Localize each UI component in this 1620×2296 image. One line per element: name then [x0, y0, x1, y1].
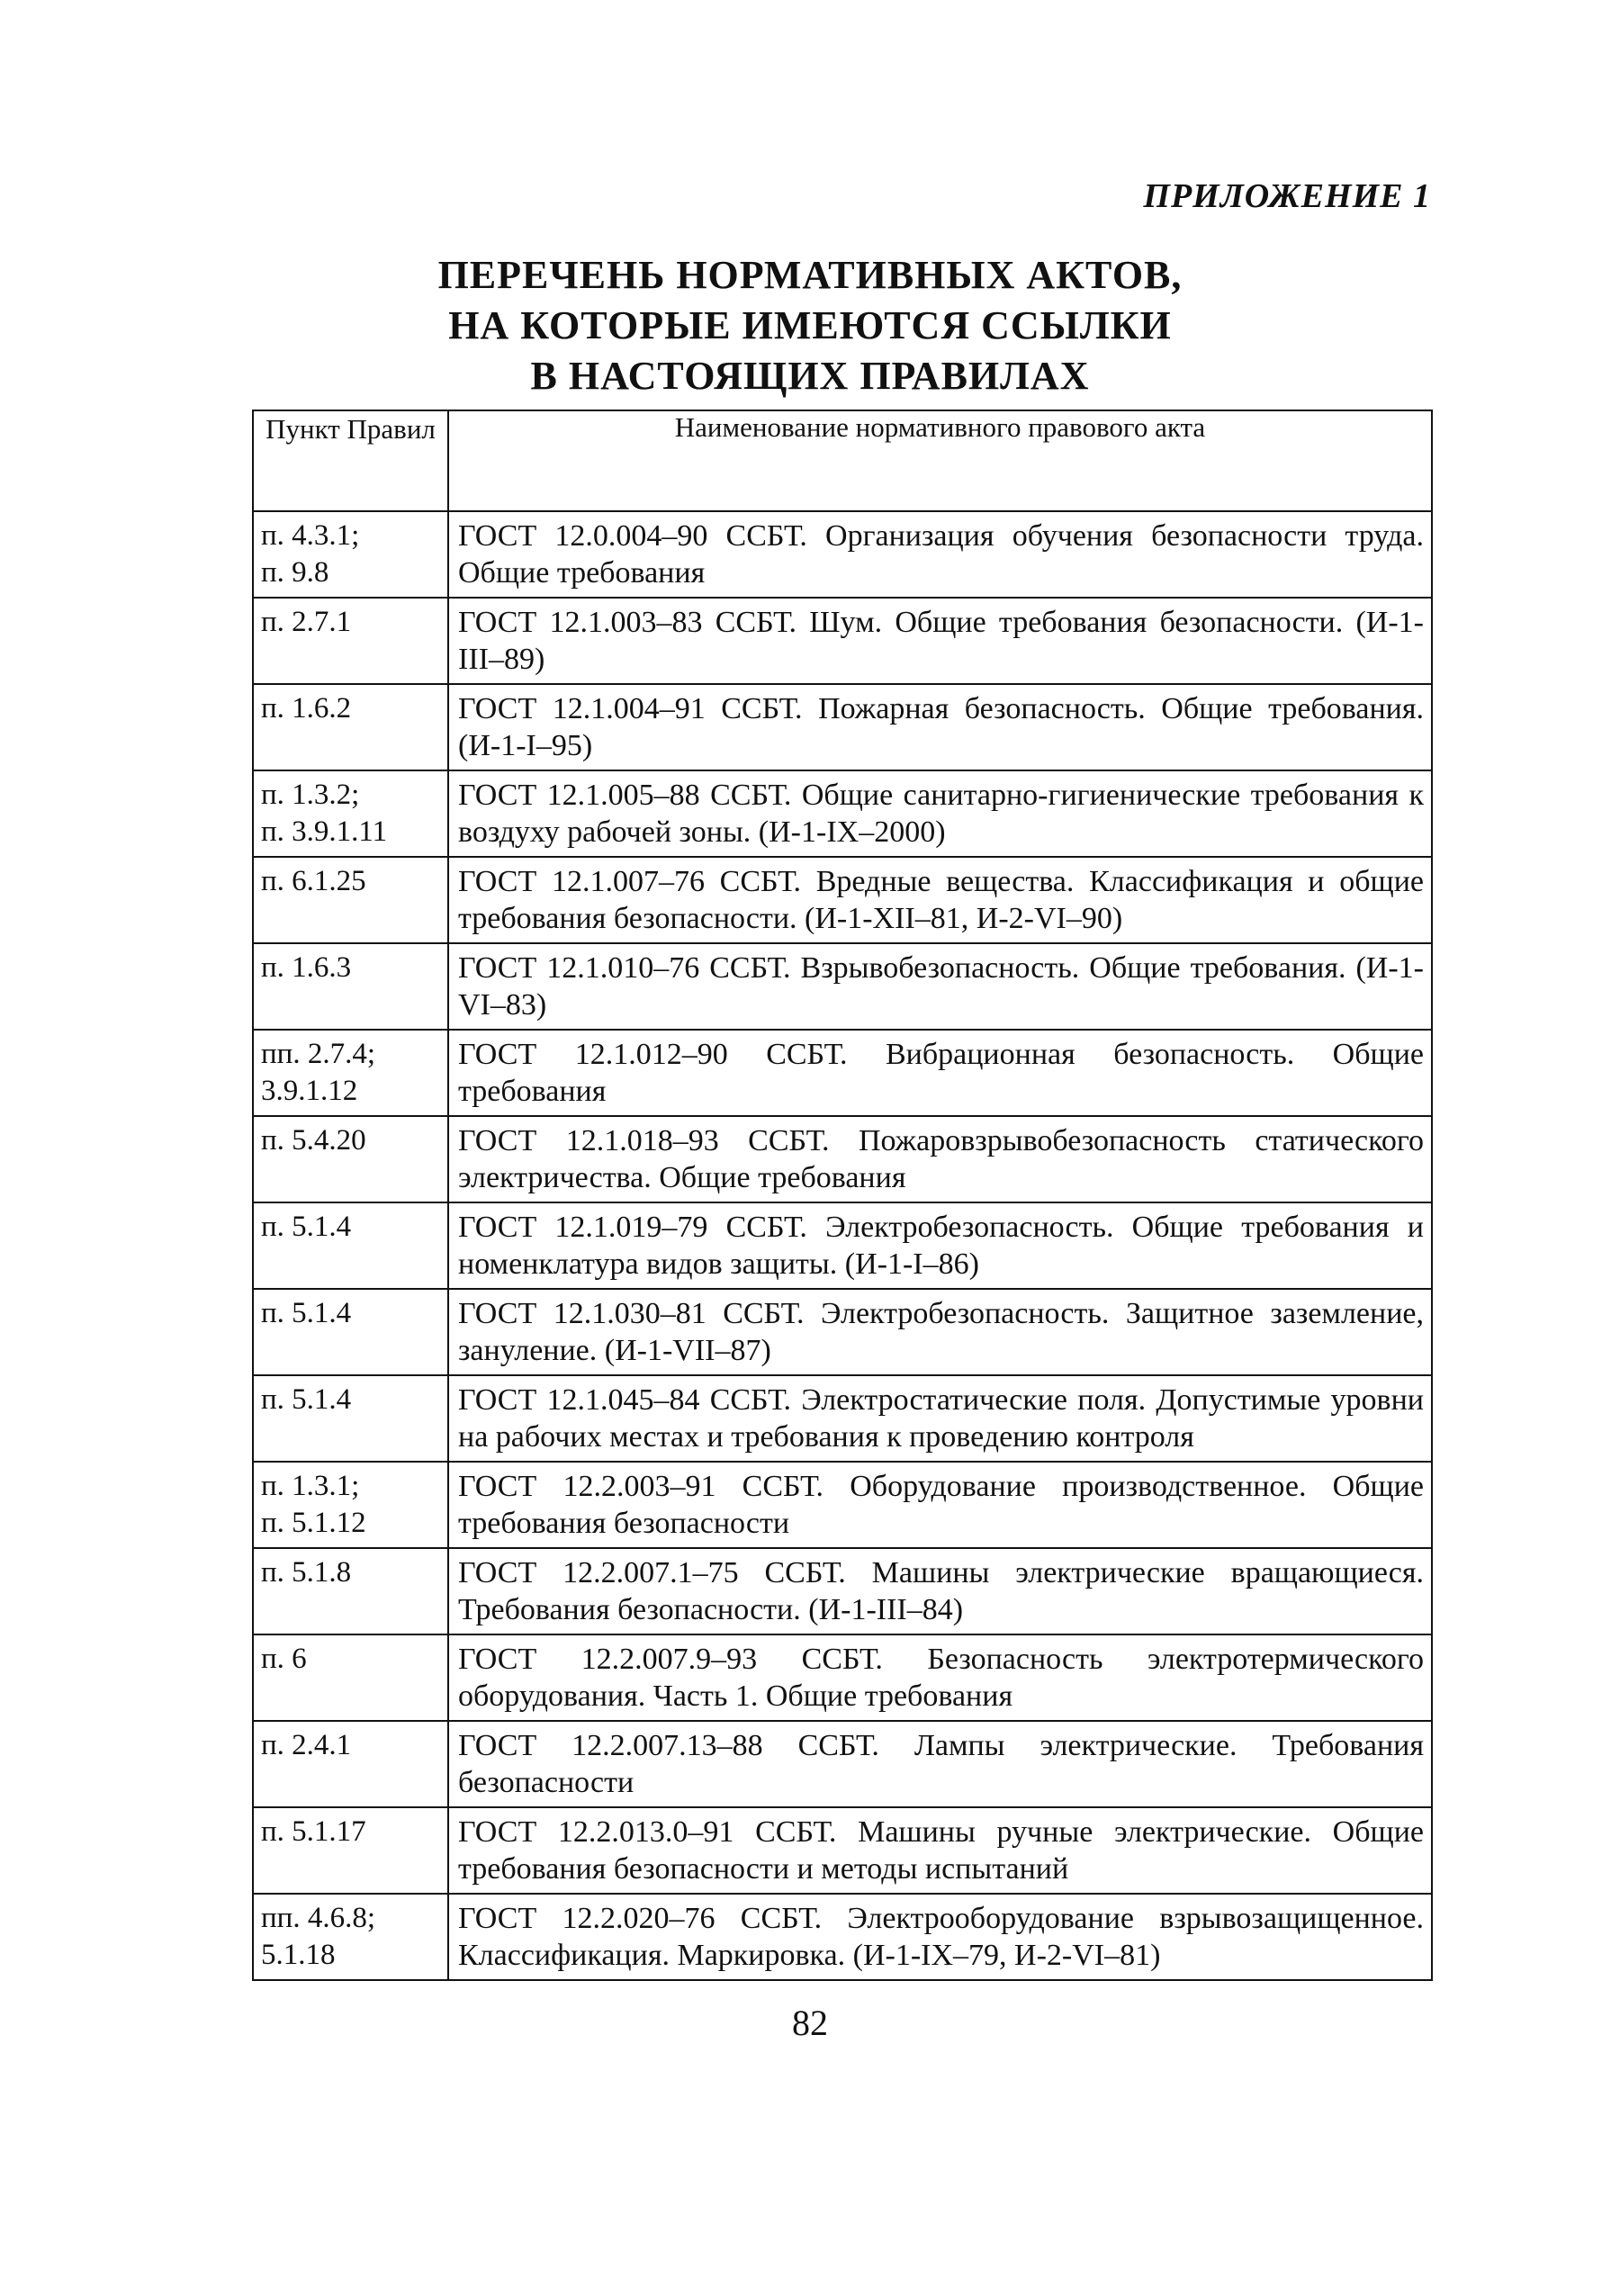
act-name-cell: ГОСТ 12.1.019–79 ССБТ. Электробезопасность. Общие требования и номенклатура видов защиты. (И-1-I–86) [448, 1202, 1432, 1289]
act-name-cell: ГОСТ 12.1.030–81 ССБТ. Электробезопасность. Защитное заземление, зануление. (И-1-VII–87) [448, 1289, 1432, 1375]
act-name-cell: ГОСТ 12.2.003–91 ССБТ. Оборудование производственное. Общие требования безопасности [448, 1462, 1432, 1548]
table-row [253, 1807, 1432, 1894]
act-name-cell: ГОСТ 12.1.007–76 ССБТ. Вредные вещества. Классификация и общие требования безопасности. (И-1-XII–81, И-2-VI–90) [448, 857, 1432, 943]
column-header-point: Пункт Правил [253, 410, 448, 511]
act-name-cell: ГОСТ 12.1.003–83 ССБТ. Шум. Общие требования безопасности. (И-1-III–89) [448, 598, 1432, 684]
act-name-cell: ГОСТ 12.1.045–84 ССБТ. Электростатические поля. Допустимые уровни на рабочих местах и требования к проведению контроля [448, 1375, 1432, 1462]
rule-point-cell: п. 5.1.17 [253, 1807, 448, 1894]
title-line-1: ПЕРЕЧЕНЬ НОРМАТИВНЫХ АКТОВ, [437, 253, 1183, 297]
act-name-cell: ГОСТ 12.0.004–90 ССБТ. Организация обучения безопасности труда. Общие требования [448, 511, 1432, 598]
act-name-cell: ГОСТ 12.1.005–88 ССБТ. Общие санитарно-гигиенические требования к воздуху рабочей зоны. (И-1-IX–2000) [448, 770, 1432, 857]
rule-point-cell: п. 6 [253, 1634, 448, 1721]
rule-point-cell: пп. 2.7.4; 3.9.1.12 [253, 1030, 448, 1116]
table-body [253, 511, 1432, 1980]
table-row [253, 1721, 1432, 1807]
table-row [253, 1375, 1432, 1462]
table-row [253, 1116, 1432, 1202]
document-title [0, 250, 1620, 401]
rule-point-cell: п. 1.3.1; п. 5.1.12 [253, 1462, 448, 1548]
table-row [253, 1030, 1432, 1116]
table-row [253, 770, 1432, 857]
table-row [253, 1634, 1432, 1721]
act-name-cell: ГОСТ 12.2.020–76 ССБТ. Электрооборудование взрывозащищенное. Классификация. Маркировка. (И-1-IX–79, И-2-VI–81) [448, 1894, 1432, 1980]
rule-point-cell: п. 5.1.8 [253, 1548, 448, 1634]
act-name-cell: ГОСТ 12.2.013.0–91 ССБТ. Машины ручные электрические. Общие требования безопасности и методы испытаний [448, 1807, 1432, 1894]
table-row [253, 1894, 1432, 1980]
table-row [253, 943, 1432, 1030]
act-name-cell: ГОСТ 12.2.007.13–88 ССБТ. Лампы электрические. Требования безопасности [448, 1721, 1432, 1807]
act-name-cell: ГОСТ 12.1.004–91 ССБТ. Пожарная безопасность. Общие требования. (И-1-I–95) [448, 684, 1432, 770]
act-name-cell: ГОСТ 12.1.012–90 ССБТ. Вибрационная безопасность. Общие требования [448, 1030, 1432, 1116]
page-number: 82 [792, 2003, 828, 2043]
rule-point-cell: п. 2.4.1 [253, 1721, 448, 1807]
table-row [253, 598, 1432, 684]
rule-point-cell: п. 5.1.4 [253, 1375, 448, 1462]
rule-point-cell: п. 1.6.3 [253, 943, 448, 1030]
act-name-cell: ГОСТ 12.2.007.9–93 ССБТ. Безопасность электротермического оборудования. Часть 1. Общие требования [448, 1634, 1432, 1721]
table-row [253, 1462, 1432, 1548]
table-row [253, 1202, 1432, 1289]
act-name-cell: ГОСТ 12.2.007.1–75 ССБТ. Машины электрические вращающиеся. Требования безопасности. (И-1-III–84) [448, 1548, 1432, 1634]
title-line-3: В НАСТОЯЩИХ ПРАВИЛАХ [530, 354, 1090, 398]
table-row [253, 857, 1432, 943]
act-name-cell: ГОСТ 12.1.018–93 ССБТ. Пожаровзрывобезопасность статического электричества. Общие требования [448, 1116, 1432, 1202]
table-row [253, 684, 1432, 770]
rule-point-cell: п. 6.1.25 [253, 857, 448, 943]
table-row [253, 1289, 1432, 1375]
rule-point-cell: п. 1.3.2; п. 3.9.1.11 [253, 770, 448, 857]
rule-point-cell: п. 1.6.2 [253, 684, 448, 770]
rule-point-cell: п. 4.3.1; п. 9.8 [253, 511, 448, 598]
act-name-cell: ГОСТ 12.1.010–76 ССБТ. Взрывобезопасность. Общие требования. (И-1-VI–83) [448, 943, 1432, 1030]
regulations-table [252, 410, 1433, 1981]
column-header-name: Наименование нормативного правового акта [448, 410, 1432, 511]
rule-point-cell: п. 5.1.4 [253, 1202, 448, 1289]
rule-point-cell: п. 5.1.4 [253, 1289, 448, 1375]
table-row [253, 1548, 1432, 1634]
appendix-label: ПРИЛОЖЕНИЕ 1 [1143, 177, 1431, 215]
table-row [253, 511, 1432, 598]
rule-point-cell: п. 2.7.1 [253, 598, 448, 684]
rule-point-cell: п. 5.4.20 [253, 1116, 448, 1202]
title-line-2: НА КОТОРЫЕ ИМЕЮТСЯ ССЫЛКИ [448, 303, 1172, 347]
rule-point-cell: пп. 4.6.8; 5.1.18 [253, 1894, 448, 1980]
table-header-row [253, 410, 1432, 511]
